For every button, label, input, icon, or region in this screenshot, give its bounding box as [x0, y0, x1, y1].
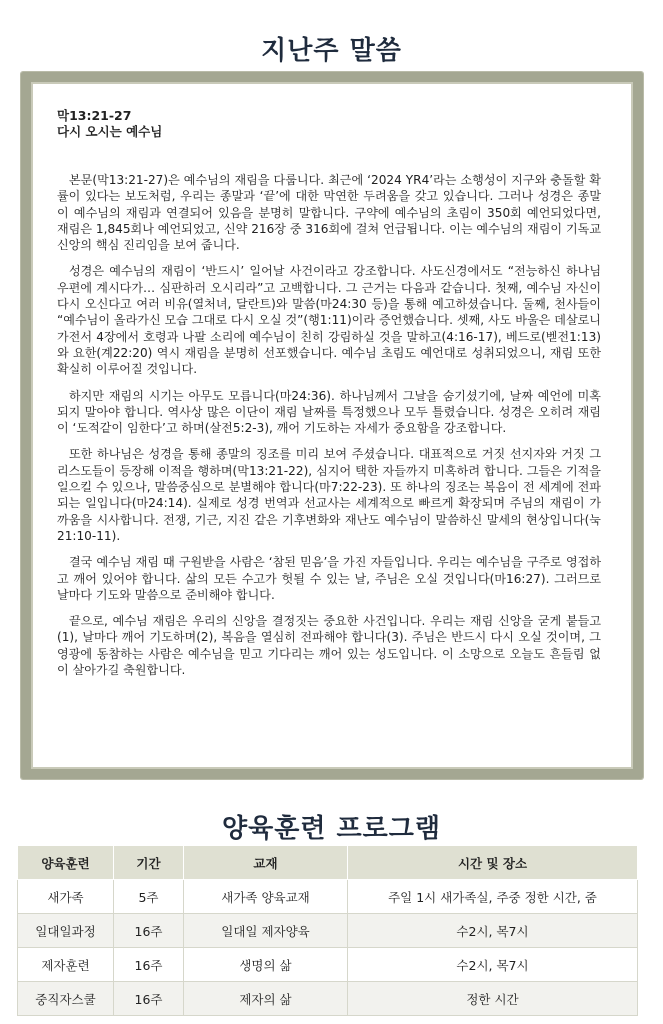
- table-row: [18, 880, 638, 914]
- sermon-paragraph: 본문(막13:21-27)은 예수님의 재림을 다룹니다. 최근에 ‘2024 YR4’라는 소행성이 지구와 충돌할 확률이 있다는 보도처럼, 우리는 종말과 ‘끝’에 대한 막연한 두려움을 갖고 있습니다. 그러나 성경은 종말이 예수님의 재림과 연결되어 있음을 분명히 말합니다. 구약에 예수님의 초림이 350회 예언되었다면, 재림은 1,845회나 예언되었고, 신약 216장 중 316회에 걸쳐 언급됩니다. 이는 예수님의 재림이 기독교 신앙의 핵심 진리임을 보여 줍니다.: [57, 173, 601, 253]
- sermon-paragraph: 하지만 재림의 시기는 아무도 모릅니다(마24:36). 하나님께서 그날을 숨기셨기에, 날짜 예언에 미혹되지 말아야 합니다. 역사상 많은 이단이 재림 날짜를 특정했으나 모두 틀렸습니다. 성경은 오히려 재림이 ‘도적같이 임한다’고 하며(살전5:2-3), 깨어 기도하는 자세가 중요함을 강조합니다.: [57, 388, 601, 436]
- table-cell: 16주: [114, 982, 184, 1016]
- column-header: 교재: [184, 846, 348, 880]
- table-row: [18, 982, 638, 1016]
- table-cell: 수2시, 목7시: [348, 948, 638, 982]
- table-cell: 중직자스쿨: [18, 982, 114, 1016]
- table-cell: 정한 시간: [348, 982, 638, 1016]
- scripture-reference: 막13:21-27: [57, 108, 132, 123]
- table-cell: 새가족: [18, 880, 114, 914]
- sermon-title: 지난주 말씀: [261, 36, 402, 66]
- column-header: 양육훈련: [18, 846, 114, 880]
- program-table: [17, 845, 638, 1016]
- column-header: 기간: [114, 846, 184, 880]
- table-header-row: [18, 846, 638, 880]
- column-header: 시간 및 장소: [348, 846, 638, 880]
- table-cell: 일대일 제자양육: [184, 914, 348, 948]
- table-row: [18, 948, 638, 982]
- sermon-paragraph: 결국 예수님 재림 때 구원받을 사람은 ‘참된 믿음’을 가진 자들입니다. 우리는 예수님을 구주로 영접하고 깨어 있어야 합니다. 삶의 모든 수고가 헛될 수 있는 날, 주님은 오실 것입니다(마16:27). 그러므로 날마다 기도와 말씀으로 준비해야 합니다.: [57, 555, 601, 602]
- table-cell: 생명의 삶: [184, 948, 348, 982]
- table-cell: 5주: [114, 880, 184, 914]
- table-cell: 제자훈련: [18, 948, 114, 982]
- sermon-subtitle: 다시 오시는 예수님: [57, 124, 163, 139]
- table-cell: 일대일과정: [18, 914, 114, 948]
- sermon-content: [57, 108, 601, 688]
- table-cell: 16주: [114, 948, 184, 982]
- table-cell: 제자의 삶: [184, 982, 348, 1016]
- table-cell: 16주: [114, 914, 184, 948]
- sermon-paragraph: 성경은 예수님의 재림이 ‘반드시’ 일어날 사건이라고 강조합니다. 사도신경에서도 “전능하신 하나님 우편에 계시다가… 심판하러 오시리라”고 고백합니다. 그 근거는 다음과 같습니다. 첫째, 예수님 자신이 다시 오신다고 여러 비유(열처녀, 달란트)와 말씀(마24:30 등)을 통해 예고하셨습니다. 둘째, 천사들이 “예수님이 올라가신 모습 그대로 다시 오실 것”(행1:11)이라 증언했습니다. 셋째, 사도 바울은 데살로니가전서 4장에서 호령과 나팔 소리에 예수님이 친히 강림하실 것을 말하고(4:16-17), 베드로(벧전1:13)와 요한(계22:20) 역시 재림을 분명히 선포했습니다. 예수님 초림도 예언대로 성취되었으니, 재림 또한 확실히 이루어질 것입니다.: [57, 264, 601, 377]
- program-title: 양육훈련 프로그램: [222, 814, 441, 844]
- table-cell: 새가족 양육교재: [184, 880, 348, 914]
- table-row: [18, 914, 638, 948]
- table-cell: 수2시, 목7시: [348, 914, 638, 948]
- sermon-paragraph: 또한 하나님은 성경을 통해 종말의 징조를 미리 보여 주셨습니다. 대표적으로 거짓 선지자와 거짓 그리스도들이 등장해 이적을 행하며(막13:21-22), 심지어 택한 자들까지 미혹하려 합니다. 그들은 기적을 일으킬 수 있으나, 말씀중심으로 분별해야 합니다(마7:22-23). 또 하나의 징조는 복음이 전 세계에 전파되는 일입니다(마24:14). 실제로 성경 번역과 선교사는 세계적으로 빠르게 확장되며 주님의 재림이 가까움을 시사합니다. 전쟁, 기근, 지진 같은 기후변화와 재난도 예수님이 말씀하신 말세의 현상입니다(눅21:10-11).: [57, 447, 601, 543]
- sermon-paragraph: 끝으로, 예수님 재림은 우리의 신앙을 결정짓는 중요한 사건입니다. 우리는 재림 신앙을 굳게 붙들고(1), 날마다 깨어 기도하며(2), 복음을 열심히 전파해야 합니다(3). 주님은 반드시 다시 오실 것이며, 그 영광에 동참하는 사람은 예수님을 믿고 기다리는 깨어 있는 성도입니다. 이 소망으로 오늘도 흔들림 없이 살아가길 축원합니다.: [57, 614, 601, 678]
- table-cell: 주일 1시 새가족실, 주중 정한 시간, 줌: [348, 880, 638, 914]
